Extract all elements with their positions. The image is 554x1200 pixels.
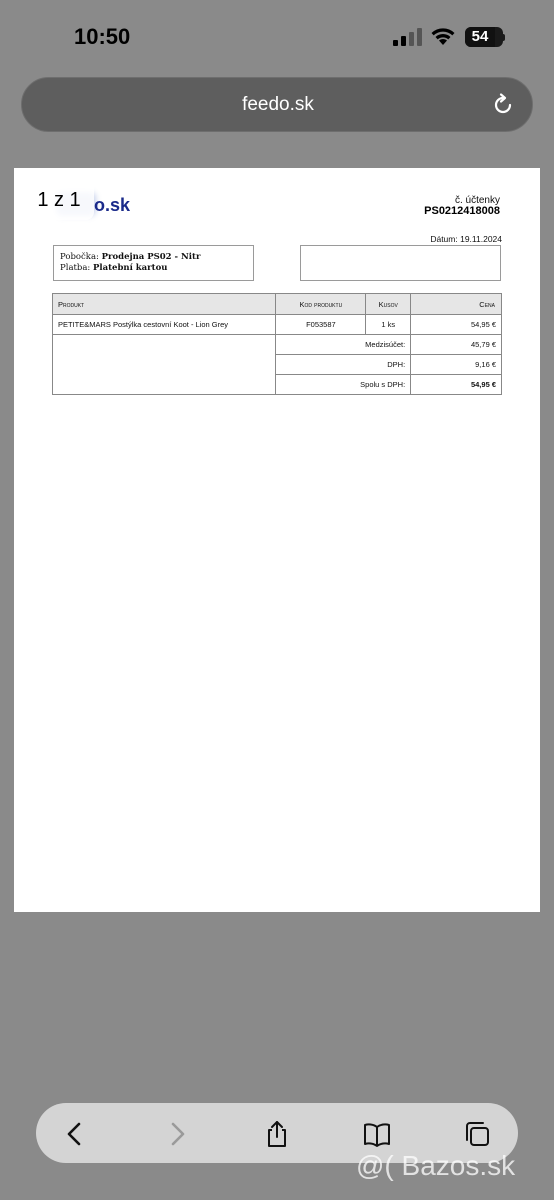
payment-value: Platební kartou	[93, 263, 168, 273]
header-qty: Kusov	[366, 294, 411, 315]
battery-level: 54	[471, 28, 489, 45]
logo-text: o.sk	[94, 195, 131, 215]
item-price: 54,95 €	[411, 315, 502, 335]
item-name: PETITE&MARS Postýlka cestovní Koot - Lion Grey	[53, 315, 276, 335]
address-bar[interactable]	[21, 77, 533, 132]
subtotal-value: 45,79 €	[411, 335, 502, 355]
branch-label: Pobočka:	[60, 252, 99, 262]
table-header-row	[53, 294, 502, 315]
total-value: 54,95 €	[411, 375, 502, 395]
table-row	[53, 315, 502, 335]
watermark-text: @( Bazos.sk	[356, 1150, 516, 1181]
header-product: Produkt	[53, 294, 276, 315]
bookmarks-icon[interactable]	[362, 1119, 392, 1149]
empty-cell	[53, 335, 276, 395]
back-icon[interactable]	[60, 1119, 90, 1149]
page-counter: 1 z 1	[24, 180, 94, 220]
share-icon[interactable]	[262, 1119, 292, 1149]
store-info-box	[53, 245, 254, 281]
receipt-number: PS0212418008	[424, 205, 500, 217]
status-time: 10:50	[74, 24, 131, 49]
header-code: Kod produktu	[276, 294, 366, 315]
receipt-label: č. účtenky	[454, 195, 500, 206]
vat-value: 9,16 €	[411, 355, 502, 375]
item-code: F053587	[276, 315, 366, 335]
url-text[interactable]: feedo.sk	[242, 94, 314, 115]
total-label: Spolu s DPH:	[276, 375, 411, 395]
reload-icon[interactable]	[490, 92, 516, 118]
battery-icon	[465, 27, 503, 47]
battery-tip	[502, 34, 505, 41]
cellular-signal-icon	[393, 28, 423, 46]
header-price: Cena	[411, 294, 502, 315]
forward-icon[interactable]	[162, 1119, 192, 1149]
item-qty: 1 ks	[366, 315, 411, 335]
branch-value: Prodejna PS02 - Nitr	[101, 252, 201, 262]
receipt-date: Dátum: 19.11.2024	[430, 234, 502, 244]
customer-info-box	[300, 245, 501, 281]
items-table	[52, 293, 502, 395]
wifi-icon	[430, 26, 456, 46]
subtotal-label: Medzisúčet:	[276, 335, 411, 355]
vat-label: DPH:	[276, 355, 411, 375]
subtotal-row	[53, 335, 502, 355]
status-bar	[0, 0, 554, 70]
payment-label: Platba:	[60, 263, 91, 273]
tabs-icon[interactable]	[462, 1119, 492, 1149]
